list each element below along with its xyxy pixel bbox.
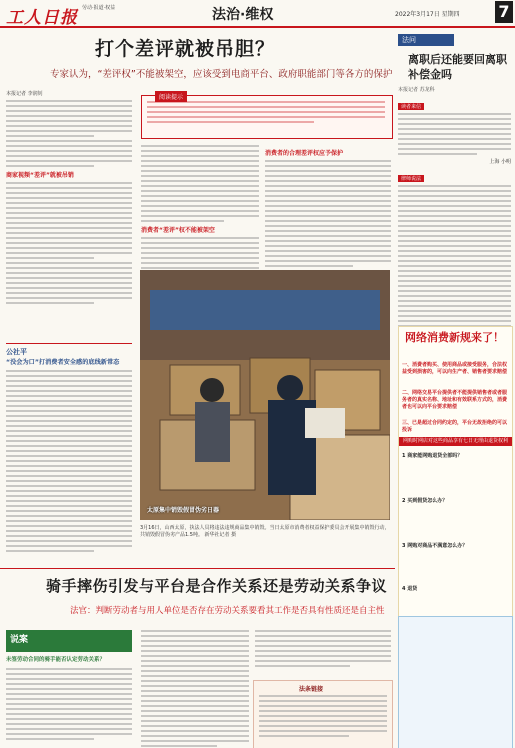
- lead-column-3: [265, 145, 391, 270]
- right-byline: 本报记者 苏龙科: [398, 87, 435, 93]
- reading-tips-text: [147, 101, 385, 126]
- lead-column-1: [6, 100, 132, 307]
- second-deck: 法官：判断劳动者与用人单位是否存在劳动关系要看其工作是否具有性质还是自主性: [70, 606, 385, 616]
- lead-headline: 打个差评就被吊胆？: [95, 38, 276, 60]
- page-number: 7: [495, 1, 513, 23]
- newspaper-logo: 工人日报: [6, 8, 78, 28]
- says-banner: [6, 630, 132, 652]
- net-shopping-banner: 网购时网店对这些商品享有七日无理由退货权利: [399, 437, 512, 446]
- right-column: [398, 34, 511, 340]
- right-title: 离职后还能要回离职补偿金吗: [408, 53, 507, 81]
- net-item-1: 一、消费者购买、使用商品或接受服务，合法权益受到损害的，可以向生产者、销售者要求赔偿: [402, 362, 508, 375]
- sidebar-headline: “没会为口”打消费者安全感的底线新常态: [6, 359, 120, 366]
- faq-2: 2 买到假货怎么办？: [402, 498, 448, 504]
- right-section-tag: 法问: [398, 34, 454, 46]
- says-subtitle: 未签劳动合同的骑手能否认定劳动关系？: [6, 657, 106, 663]
- section-title: 法治·维权: [212, 7, 274, 23]
- faq-1: 1 商家能网购退货全部吗？: [402, 453, 463, 459]
- second-column-2: [141, 630, 249, 748]
- lead-byline: 本报记者 李润钊: [6, 91, 43, 97]
- right-tag-1: 读者来信: [398, 103, 424, 110]
- lead-subhead-3: 消费者的合理差评权应予保护: [265, 150, 344, 157]
- law-link-box: [253, 680, 393, 748]
- lead-deck: 专家认为，“差评权”不能被架空，应该受到电商平台、政府职能部门等各方的保护: [50, 69, 393, 80]
- sidebar-title: 公社平: [6, 348, 27, 356]
- says-tag: 说案: [10, 635, 29, 645]
- second-column-3: [255, 630, 391, 670]
- faq-3: 3 网购对商品不满意怎么办？: [402, 543, 468, 549]
- law-link-text: [259, 695, 387, 740]
- masthead: [0, 0, 515, 28]
- faq-4: 4 退货: [402, 586, 418, 592]
- photo-caption: 3月16日，山西太原，执法人员将违法违规商品集中销毁。当日太原市消费者权益保护委员会开展集中销毁行动，共销毁假冒伪劣产品1.5吨。 新华社记者 摄: [140, 525, 390, 538]
- net-shopping-box: [398, 326, 513, 618]
- second-headline: 骑手摔伤引发与平台是合作关系还是劳动关系争议: [46, 577, 388, 595]
- second-column-1: [6, 668, 132, 743]
- net-item-3: 三、已是超过合同约定的，平台无故拒绝的可以投诉: [402, 420, 508, 433]
- lead-subhead-2: 消费者“差评”权不能被架空: [141, 227, 215, 234]
- sidebar-rule: [6, 343, 132, 344]
- news-photo: [140, 270, 390, 520]
- story-divider: [0, 568, 395, 569]
- photo-label: 太原集中销毁假冒伪劣日器: [147, 507, 220, 514]
- law-link-tag: 法条链接: [299, 686, 324, 693]
- dateline: 2022年3月17日 星期四: [395, 11, 460, 18]
- net-shopping-title: 网络消费新规来了！: [405, 331, 504, 344]
- right-sign: 上海 小明: [489, 159, 511, 165]
- right-tag-2: 律师说法: [398, 175, 424, 182]
- net-item-2: 二、网络交易平台提供者不能提供销售者或者服务者的真实名称、地址和有效联系方式的，消费者也可以向平台要求赔偿: [402, 390, 508, 410]
- lead-column-2: [141, 145, 259, 277]
- photo-illustration: [140, 270, 390, 520]
- logo-subtitle: 劳动·报道·权益: [82, 5, 116, 11]
- reading-tips-tag: 阅读提示: [155, 91, 187, 102]
- qr-promo-box: [398, 616, 513, 748]
- lead-subhead-1: 商家视频“差评”就被吊销: [6, 172, 74, 179]
- sidebar-text: [6, 370, 132, 555]
